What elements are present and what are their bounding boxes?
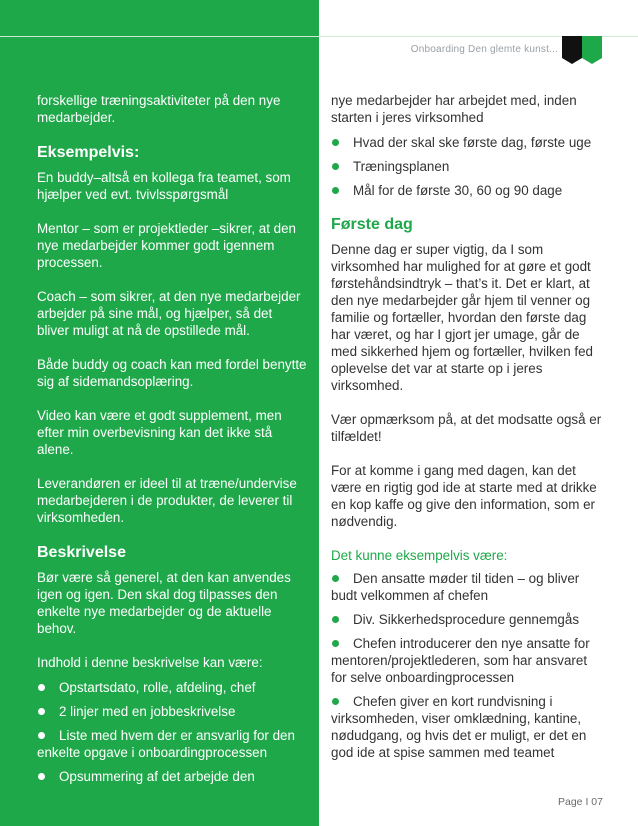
bullet-dot-icon xyxy=(38,773,45,780)
content-bullet-list xyxy=(37,679,307,785)
bullet-text: Træningsplanen xyxy=(353,159,450,174)
bullet-text: Opstartsdato, rolle, afdeling, chef xyxy=(59,680,256,695)
bullet-dot-icon xyxy=(332,616,339,623)
right-intro-text: nye medarbejder har arbejdet med, inden starten i jeres virksomhed xyxy=(331,93,577,125)
page-number: Page I 07 xyxy=(558,796,603,808)
first-day-paragraph: Vær opmærksom på, at det modsatte også er tilfældet! xyxy=(331,412,602,444)
plan-bullet-list xyxy=(331,134,606,199)
list-item xyxy=(331,693,606,761)
bullet-text: Opsummering af det arbejde den xyxy=(59,769,255,784)
list-item xyxy=(331,158,606,175)
black-tab-marker xyxy=(562,36,582,58)
example-paragraph: Mentor – som er projektleder –sikrer, at den nye medarbejder kommer godt igennem processen. xyxy=(37,221,297,270)
bullet-dot-icon xyxy=(38,708,45,715)
description-paragraph: Bør være så generel, at den kan anvendes igen og igen. Den skal dog tilpasses den enkelte nye medarbejder og de aktuelle behov. xyxy=(37,570,291,636)
examples-heading: Eksempelvis: xyxy=(37,144,140,161)
right-column xyxy=(331,92,606,768)
left-column xyxy=(37,92,307,792)
examples-subheading: Det kunne eksempelvis være: xyxy=(331,548,508,563)
bullet-dot-icon xyxy=(38,732,45,739)
list-item xyxy=(331,182,606,199)
example-paragraph: Coach – som sikrer, at den nye medarbejder arbejder på sine mål, og hjælper, så det bliver muligt at nå de opstillede mål. xyxy=(37,289,301,338)
description-heading: Beskrivelse xyxy=(37,544,126,561)
list-item xyxy=(37,727,307,761)
list-item xyxy=(37,703,307,720)
first-day-heading: Første dag xyxy=(331,216,413,233)
first-day-paragraph: For at komme i gang med dagen, kan det være en rigtig god ide at starte med at drikke en kop kaffe og give den information, som er nødvendig. xyxy=(331,463,597,529)
description-paragraph: Indhold i denne beskrivelse kan være: xyxy=(37,655,263,670)
list-item xyxy=(331,570,606,604)
example-paragraph: Både buddy og coach kan med fordel benytte sig af sidemandsoplæring. xyxy=(37,357,307,389)
list-item xyxy=(37,768,307,785)
bullet-dot-icon xyxy=(38,684,45,691)
list-item xyxy=(331,611,606,628)
list-item xyxy=(331,134,606,151)
header-tab-markers xyxy=(562,36,602,62)
example-paragraph: Video kan være et godt supplement, men efter min overbevisning kan det ikke stå alene. xyxy=(37,408,282,457)
list-item xyxy=(37,679,307,696)
left-intro-text: forskellige træningsaktiviteter på den nye medarbejder. xyxy=(37,93,281,125)
green-tab-marker xyxy=(582,36,602,58)
bullet-text: Chefen giver en kort rundvisning i virksomheden, viser omklædning, kantine, nødudgang, og hvis det er muligt, er det en god ide at spise sammen med teamet xyxy=(331,694,587,760)
list-item xyxy=(331,635,606,686)
bullet-dot-icon xyxy=(332,163,339,170)
example-paragraph: En buddy–altså en kollega fra teamet, som hjælper ved evt. tvivlsspørgsmål xyxy=(37,170,291,202)
header-rule xyxy=(0,36,638,37)
bullet-dot-icon xyxy=(332,575,339,582)
running-header-title: Onboarding Den glemte kunst... xyxy=(410,44,558,55)
bullet-dot-icon xyxy=(332,139,339,146)
bullet-text: Div. Sikkerhedsprocedure gennemgås xyxy=(353,612,580,627)
first-day-example-list xyxy=(331,570,606,761)
bullet-text: Liste med hvem der er ansvarlig for den enkelte opgave i onboardingprocessen xyxy=(37,728,295,760)
first-day-paragraph: Denne dag er super vigtig, da I som virksomhed har mulighed for at gøre et godt førstehåndsindtryk – that’s it. Det er klart, at den nye medarbejder går hjem til venner og familie og fortæller, hvordan den første dag har været, og har I gjort jer umage, går de med sikkerhed hjem og fortæller, hvilken fed oplevelse det var at starte op i jeres virksomhed. xyxy=(331,242,593,393)
bullet-text: Mål for de første 30, 60 og 90 dage xyxy=(353,183,563,198)
bullet-text: Chefen introducerer den nye ansatte for mentoren/projektlederen, som har ansvaret for selve onboardingprocessen xyxy=(331,636,590,685)
bullet-dot-icon xyxy=(332,698,339,705)
bullet-dot-icon xyxy=(332,640,339,647)
bullet-dot-icon xyxy=(332,187,339,194)
bullet-text: Den ansatte møder til tiden – og bliver budt velkommen af chefen xyxy=(331,571,580,603)
bullet-text: 2 linjer med en jobbeskrivelse xyxy=(59,704,236,719)
example-paragraph: Leverandøren er ideel til at træne/undervise medarbejderen i de produkter, de leverer til virksomheden. xyxy=(37,476,297,525)
bullet-text: Hvad der skal ske første dag, første uge xyxy=(353,135,592,150)
